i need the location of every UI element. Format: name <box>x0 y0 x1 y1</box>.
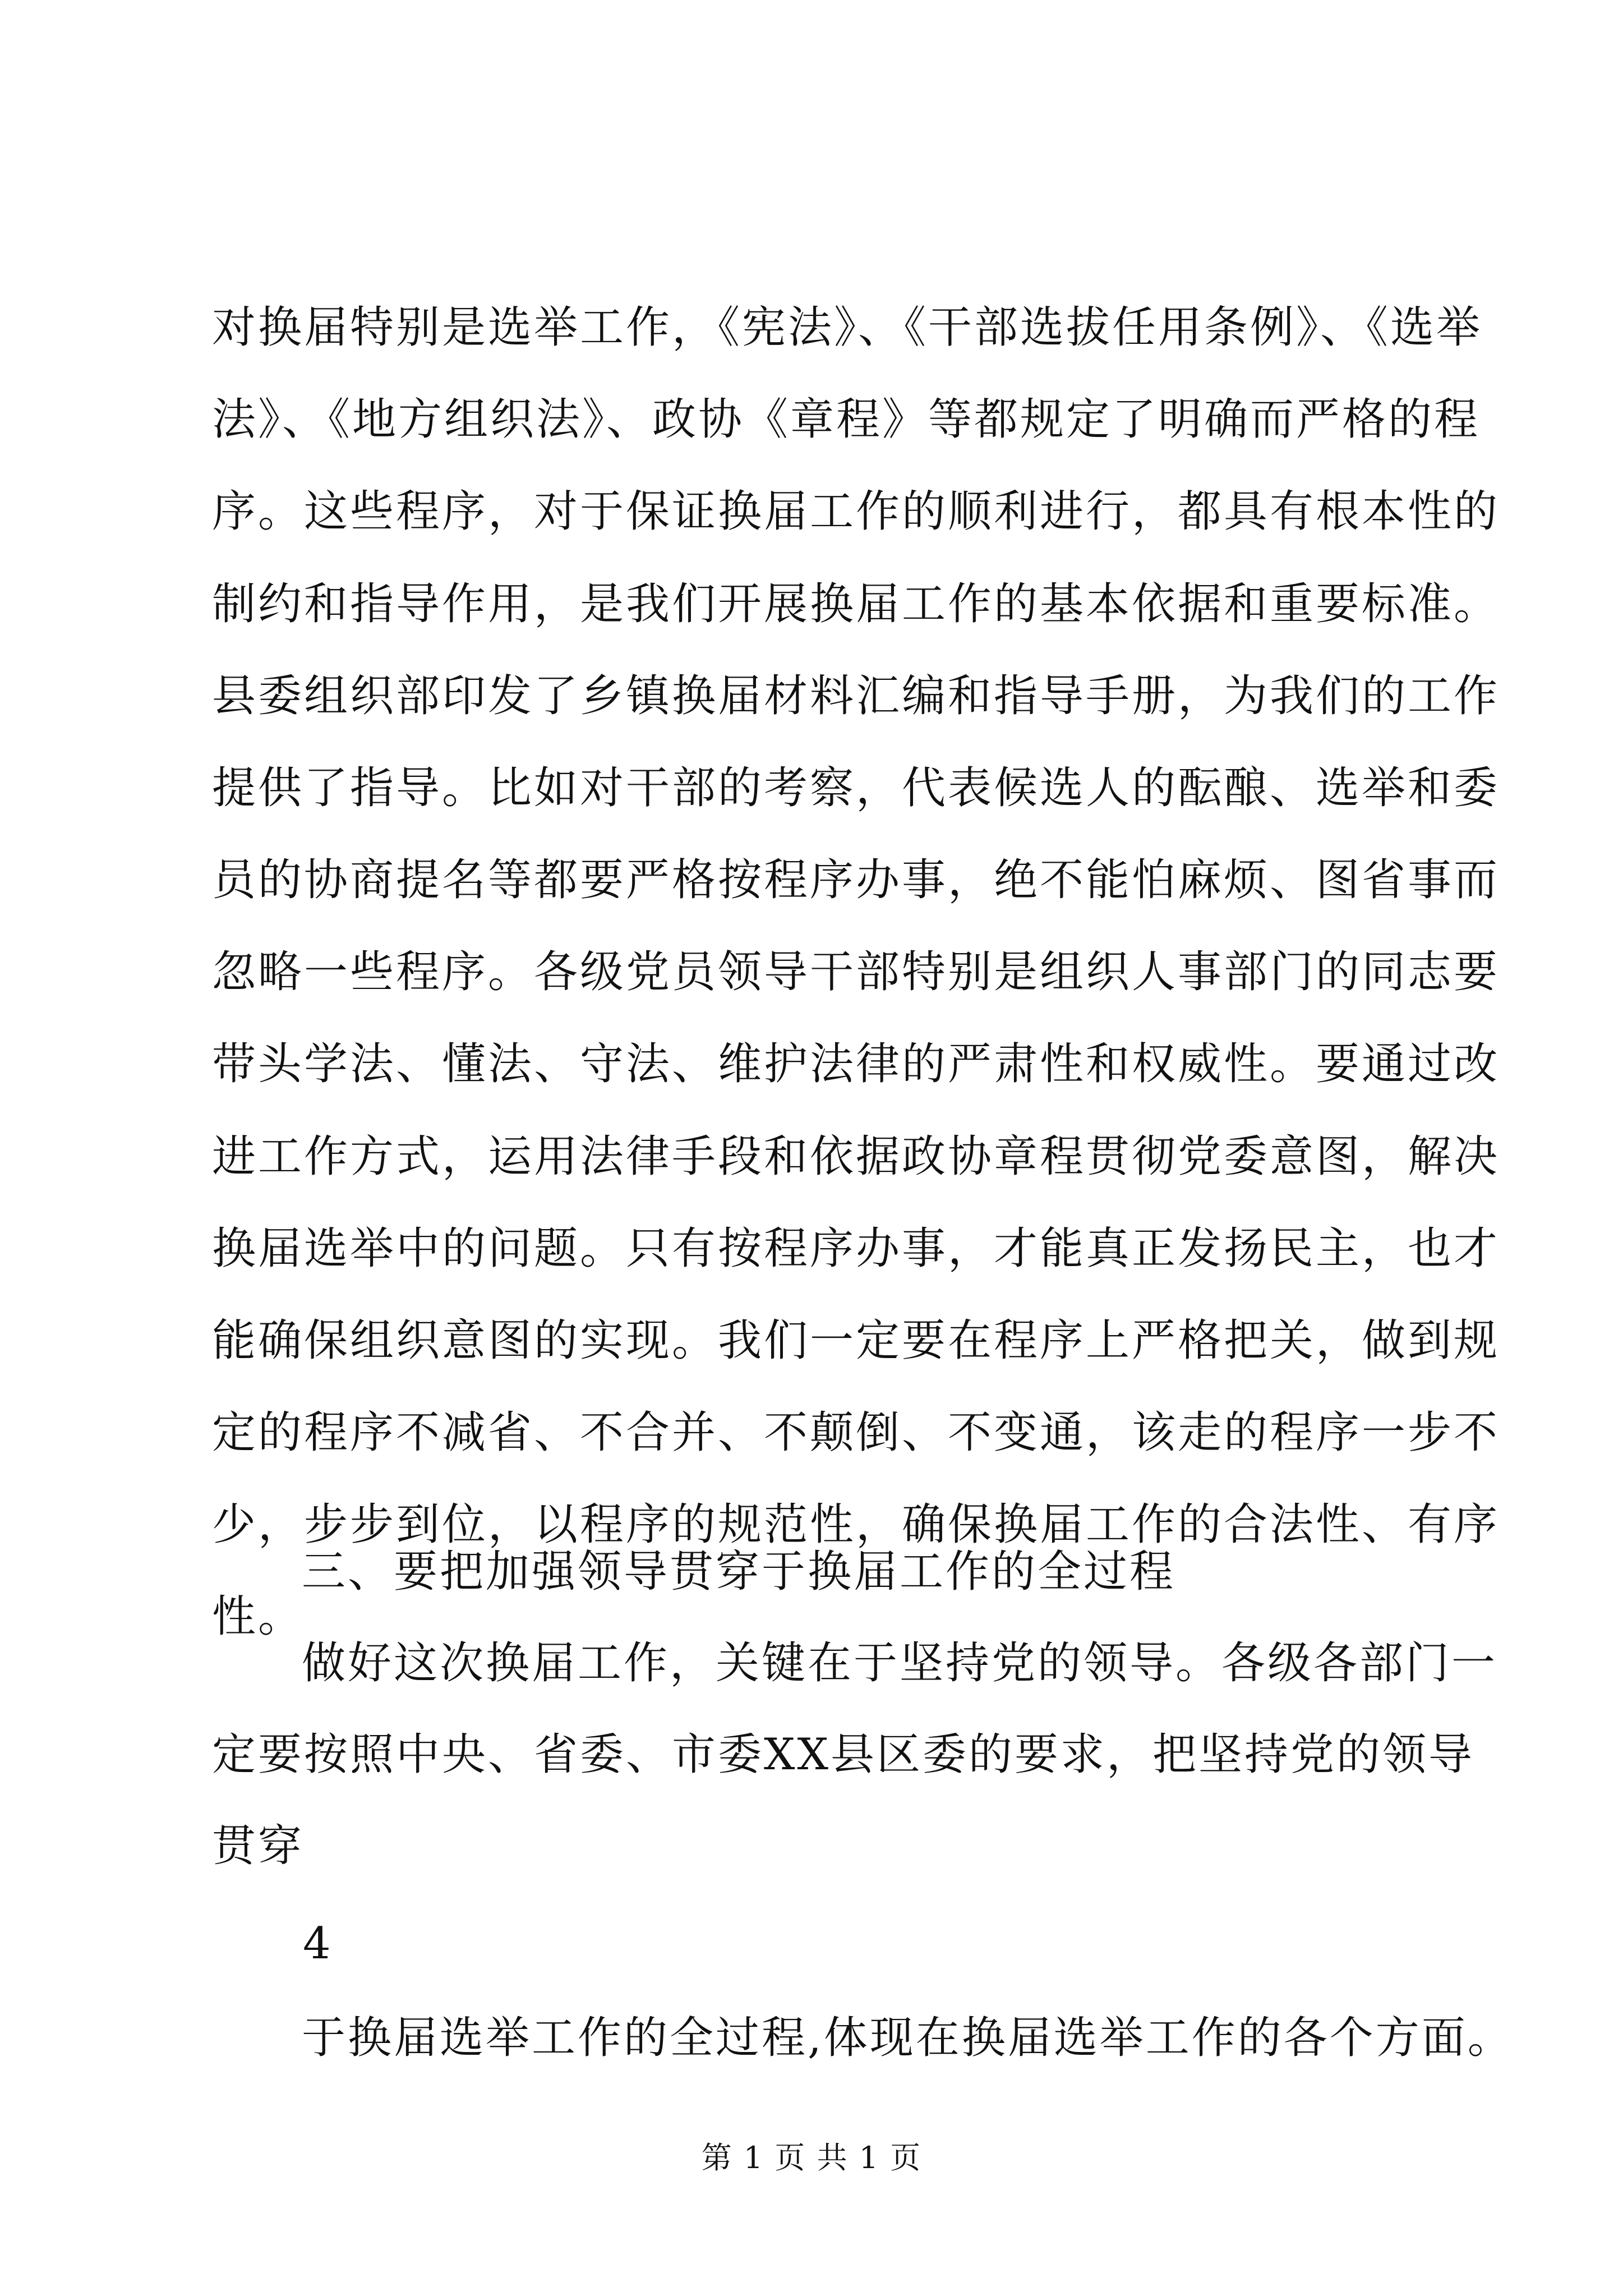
body-line-8: 忽略一些程序。各级党员领导干部特别是组织人事部门的同志要 <box>212 947 1500 997</box>
body-line-12: 能确保组织意图的实现。我们一定要在程序上严格把关，做到规 <box>212 1315 1500 1366</box>
body-line-6: 提供了指导。比如对干部的考察，代表候选人的酝酿、选举和委 <box>212 763 1500 813</box>
body-line-3: 序。这些程序，对于保证换届工作的顺利进行，都具有根本性的 <box>212 486 1500 537</box>
body-line-7: 员的协商提名等都要严格按程序办事，绝不能怕麻烦、图省事而 <box>212 855 1500 905</box>
paragraph-2-line-1: 做好这次换届工作，关键在于坚持党的领导。各级各部门一 <box>302 1638 1498 1688</box>
continuation-text: 于换届选举工作的全过程,体现在换届选举工作的各个方面。 <box>302 2013 1514 2063</box>
body-line-2: 法》、《地方组织法》、政协《章程》等都规定了明确而严格的程 <box>212 394 1481 445</box>
body-line-13: 定的程序不减省、不合并、不颠倒、不变通，该走的程序一步不 <box>212 1407 1500 1458</box>
body-line-15: 性。 <box>212 1591 305 1642</box>
section-heading-visible-line: 三、要把加强领导贯穿于换届工作的全过程 <box>302 1547 1176 1597</box>
body-line-1: 对换届特别是选举工作，《宪法》、《干部选拔任用条例》、《选举 <box>212 302 1483 353</box>
body-line-11: 换届选举中的问题。只有按程序办事，才能真正发扬民主，也才 <box>212 1223 1500 1274</box>
body-line-9: 带头学法、懂法、守法、维护法律的严肃性和权威性。要通过改 <box>212 1039 1500 1089</box>
body-line-4: 制约和指导作用，是我们开展换届工作的基本依据和重要标准。 <box>212 579 1500 629</box>
body-line-5: 县委组织部印发了乡镇换届材料汇编和指导手册，为我们的工作 <box>212 671 1500 721</box>
footer-page-count: 第 1 页 共 1 页 <box>701 2140 922 2175</box>
body-line-14: 少，步步到位，以程序的规范性，确保换届工作的合法性、有序 <box>212 1499 1500 1550</box>
body-line-10: 进工作方式，运用法律手段和依据政协章程贯彻党委意图，解决 <box>212 1131 1500 1182</box>
paragraph-2-line-2: 定要按照中央、省委、市委XX县区委的要求，把坚持党的领导 <box>212 1729 1475 1780</box>
paragraph-2-line-3: 贯穿 <box>212 1821 305 1871</box>
page-number-in-text: 4 <box>303 1918 333 1969</box>
